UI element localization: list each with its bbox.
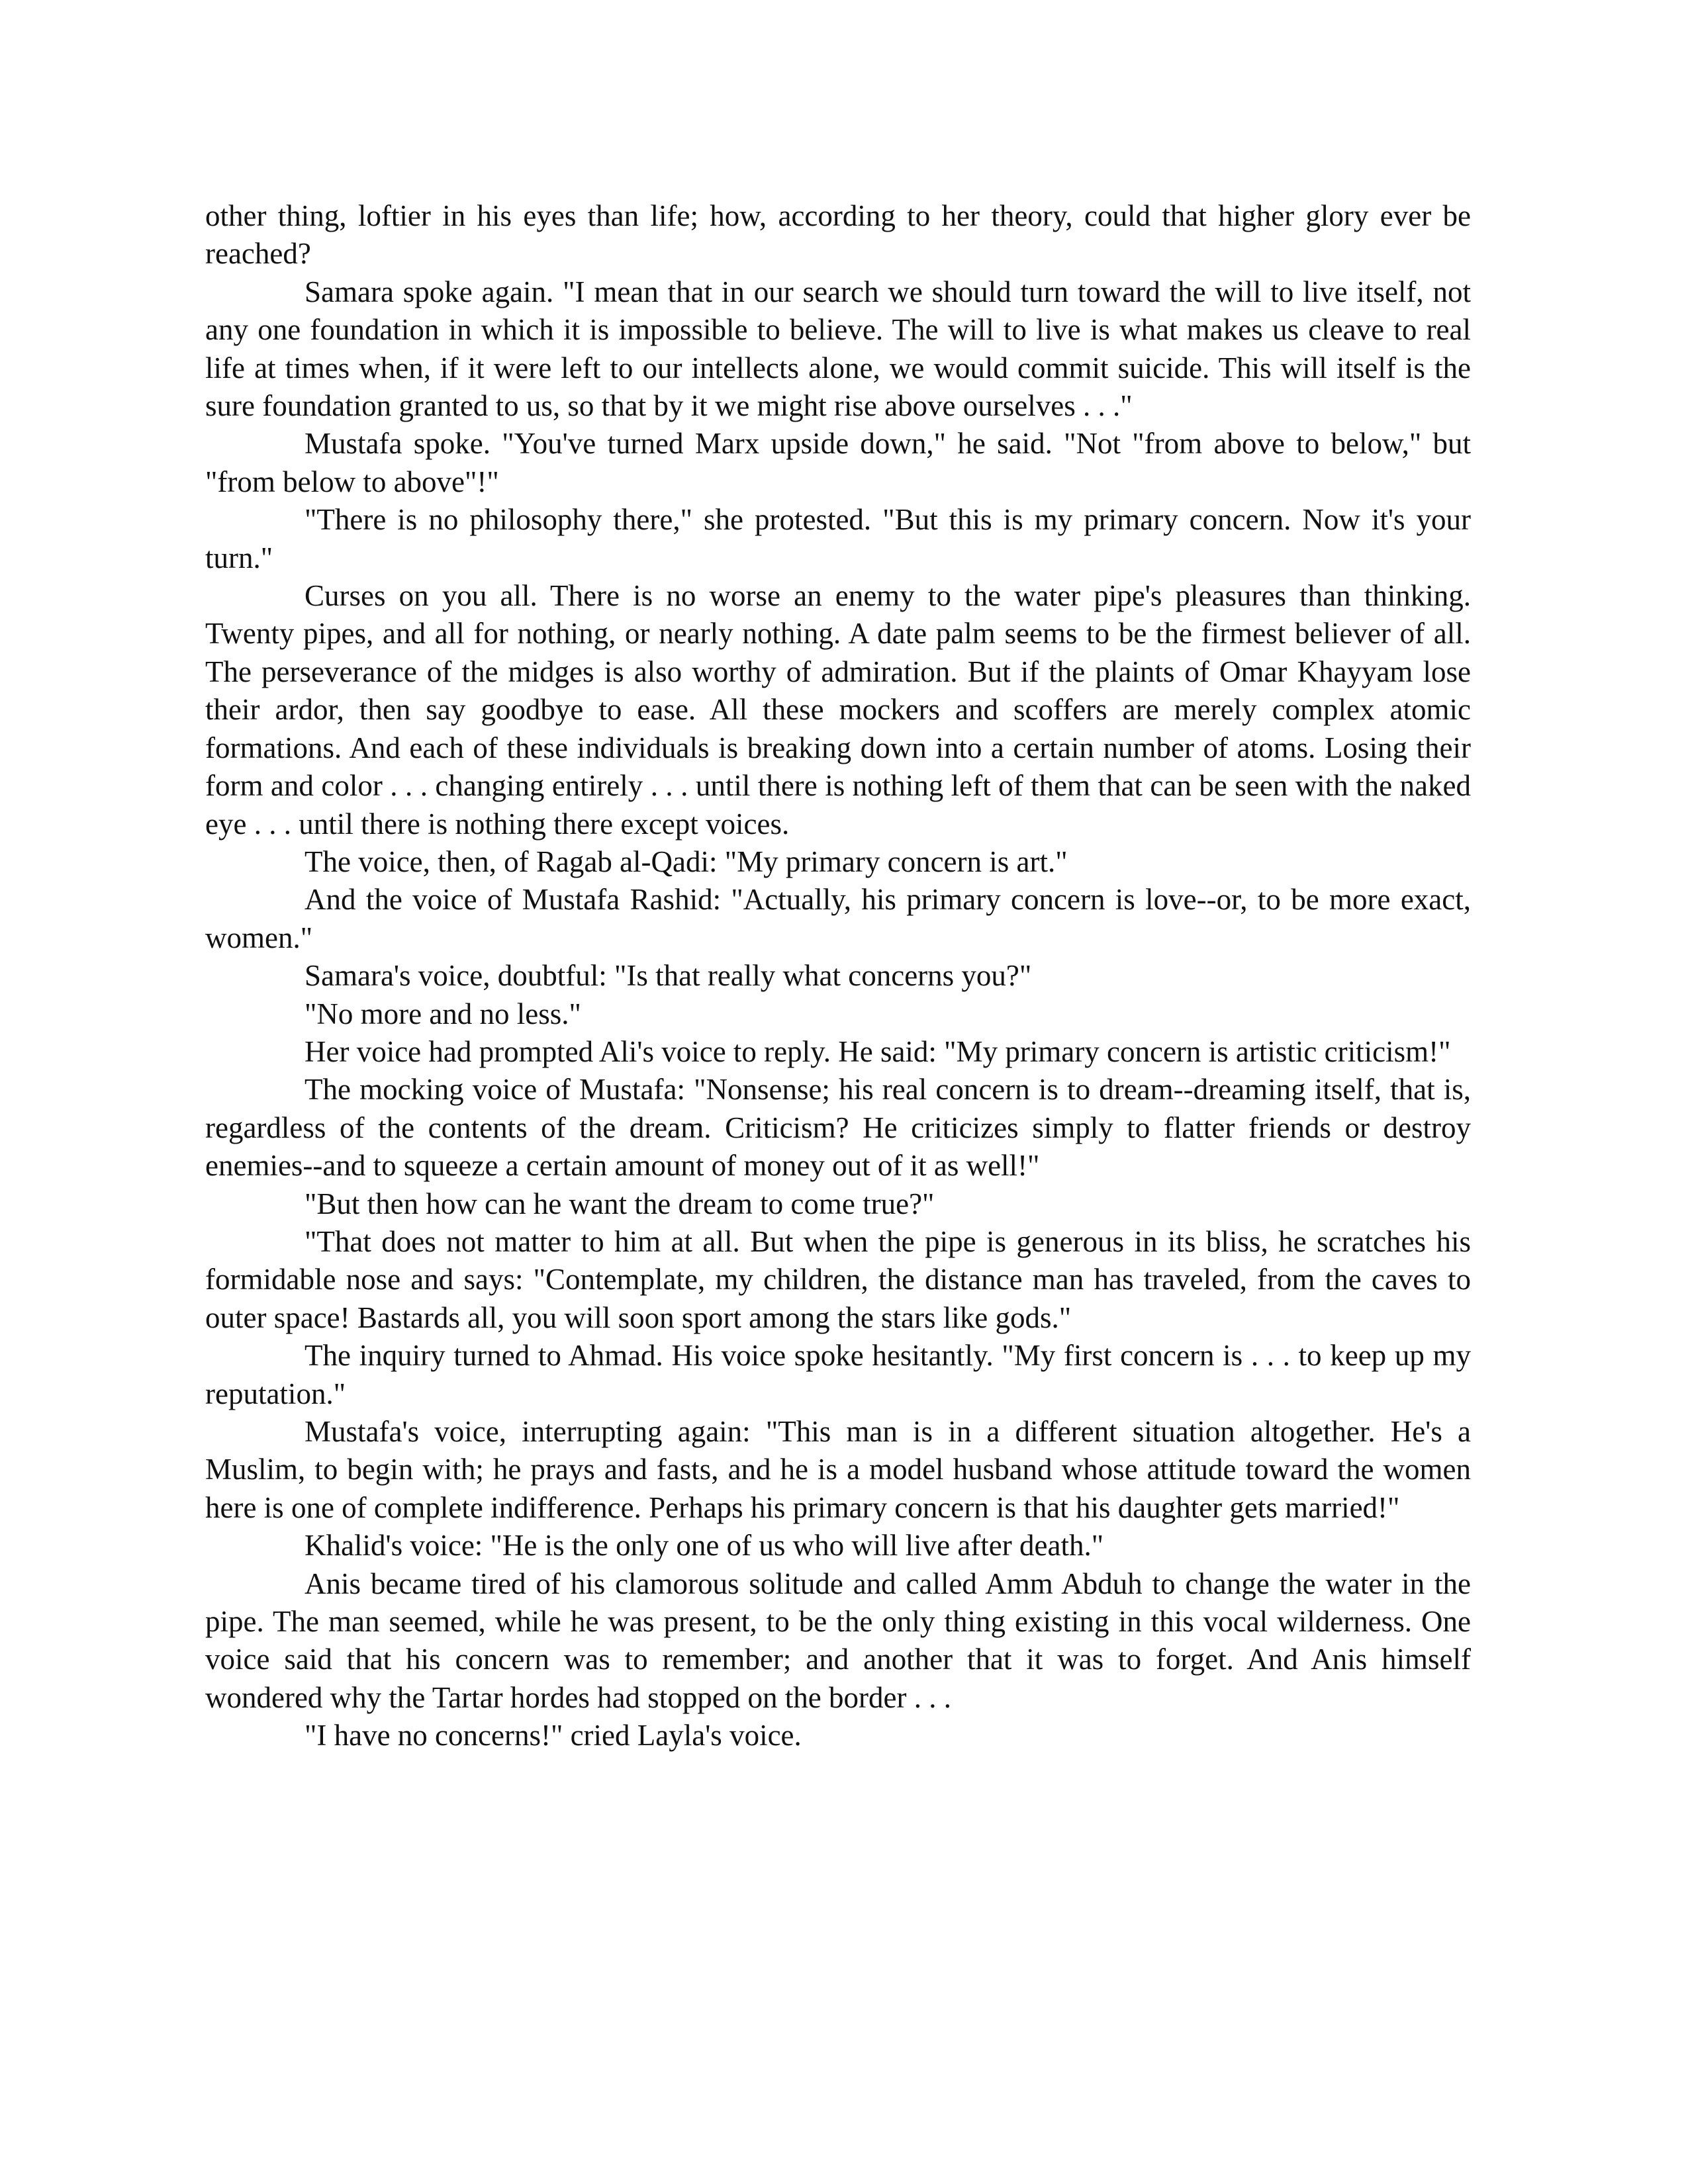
paragraph: "I have no concerns!" cried Layla's voice.: [305, 1719, 802, 1752]
paragraph: Curses on you all. There is no worse an enemy to the water pipe's pleasures than thinking. Twenty pipes, and all for nothing, or nearly nothing. A date palm seems to be the firmest believer of all. The perseverance of the midges is also worthy of admiration. But if the plaints of Omar Khayyam lose their ardor, then say goodbye to ease. All these mockers and scoffers are merely complex atomic formations. And each of these individuals is breaking down into a certain number of atoms. Losing their form and color . . . changing entirely . . . until there is nothing left of them that can be seen with the naked eye . . . until there is nothing there except voices.: [205, 579, 1471, 841]
paragraph: The mocking voice of Mustafa: "Nonsense; his real concern is to dream--dreaming itself, that is, regardless of the contents of the dream. Criticism? He criticizes simply to flatter friends or destroy enemies--and to squeeze a certain amount of money out of it as well!": [205, 1073, 1471, 1183]
paragraph: Mustafa spoke. "You've turned Marx upside down," he said. "Not "from above to below," but "from below to above"!": [205, 427, 1471, 498]
paragraph: The inquiry turned to Ahmad. His voice spoke hesitantly. "My first concern is . . . to keep up my reputation.": [205, 1339, 1471, 1410]
paragraph: Her voice had prompted Ali's voice to reply. He said: "My primary concern is artistic criticism!": [305, 1034, 1451, 1068]
paragraph: "That does not matter to him at all. But when the pipe is generous in its bliss, he scratches his formidable nose and says: "Contemplate, my children, the distance man has traveled, from the caves to outer space! Bastards all, you will soon sport among the stars like gods.": [205, 1224, 1471, 1334]
paragraph-continuation: other thing, loftier in his eyes than life; how, according to her theory, could that higher glory ever be reached?: [205, 199, 1471, 271]
paragraph: And the voice of Mustafa Rashid: "Actually, his primary concern is love--or, to be more exact, women.": [205, 883, 1471, 954]
paragraph: The voice, then, of Ragab al-Qadi: "My primary concern is art.": [305, 844, 1068, 878]
body-text: [205, 197, 1471, 1755]
paragraph: Khalid's voice: "He is the only one of us who will live after death.": [305, 1529, 1104, 1563]
paragraph: Mustafa's voice, interrupting again: "This man is in a different situation altogether. He's a Muslim, to begin with; he prays and fasts, and he is a model husband whose attitude toward the women here is one of complete indifference. Perhaps his primary concern is that his daughter gets married!": [205, 1415, 1471, 1524]
paragraph: "No more and no less.": [305, 997, 581, 1030]
paragraph: Samara's voice, doubtful: "Is that really what concerns you?": [305, 959, 1032, 993]
paragraph: Anis became tired of his clamorous solitude and called Amm Abduh to change the water in the pipe. The man seemed, while he was present, to be the only thing existing in this vocal wilderness. One voice said that his concern was to remember; and another that it was to forget. And Anis himself wondered why the Tartar hordes had stopped on the border . . .: [205, 1567, 1471, 1714]
paragraph: Samara spoke again. "I mean that in our search we should turn toward the will to live itself, not any one foundation in which it is impossible to believe. The will to live is what makes us cleave to real life at times when, if it were left to our intellects alone, we would commit suicide. This will itself is the sure foundation granted to us, so that by it we might rise above ourselves . . .": [205, 275, 1471, 423]
paragraph: "There is no philosophy there," she protested. "But this is my primary concern. Now it's your turn.": [205, 503, 1471, 574]
paragraph: "But then how can he want the dream to come true?": [305, 1187, 935, 1220]
